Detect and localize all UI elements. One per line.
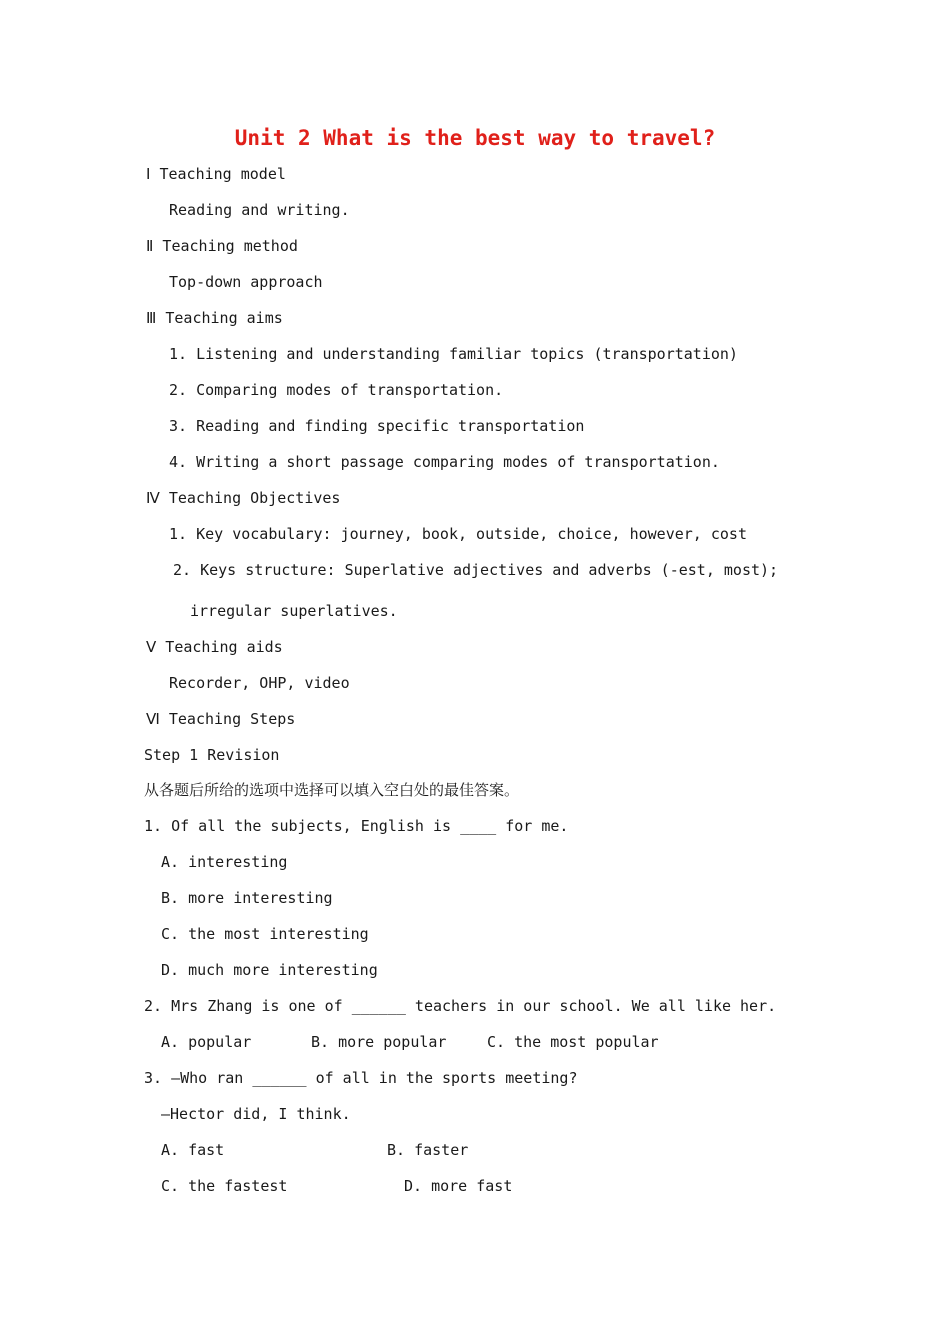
question-1-option: B. more interesting [161,889,333,907]
section-3-heading: Ⅲ Teaching aims [146,309,283,327]
exercise-instruction: 从各题后所给的选项中选择可以填入空白处的最佳答案。 [144,781,520,799]
question-1-option: A. interesting [161,853,288,871]
question-2-option: A. popular [161,1033,252,1051]
question-2-option: C. the most popular [487,1033,659,1051]
section-5-body: Recorder, OHP, video [169,674,350,692]
step-1-heading: Step 1 Revision [144,746,280,764]
section-1-heading: Ⅰ Teaching model [146,165,286,183]
section-1-body: Reading and writing. [169,201,350,219]
document-title: Unit 2 What is the best way to travel? [234,126,716,150]
objective-item-continuation: irregular superlatives. [190,602,398,620]
objective-item: 2. Keys structure: Superlative adjectives and adverbs (-est, most); [173,561,779,579]
section-5-heading: Ⅴ Teaching aids [146,638,283,656]
section-4-heading: Ⅳ Teaching Objectives [146,489,341,507]
question-3-stem: 3. —Who ran ______ of all in the sports meeting? [144,1069,578,1087]
section-6-heading: Ⅵ Teaching Steps [146,710,296,728]
question-2-stem: 2. Mrs Zhang is one of ______ teachers in our school. We all like her. [144,997,777,1015]
question-1-option: D. much more interesting [161,961,378,979]
question-3-reply: —Hector did, I think. [161,1105,351,1123]
aim-item: 1. Listening and understanding familiar topics (transportation) [169,345,738,363]
question-3-option: B. faster [387,1141,469,1159]
question-1-option: C. the most interesting [161,925,369,943]
aim-item: 4. Writing a short passage comparing modes of transportation. [169,453,720,471]
objective-item: 1. Key vocabulary: journey, book, outside, choice, however, cost [169,525,747,543]
question-2-option: B. more popular [311,1033,447,1051]
aim-item: 3. Reading and finding specific transportation [169,417,585,435]
section-2-heading: Ⅱ Teaching method [146,237,298,255]
question-3-option: C. the fastest [161,1177,288,1195]
aim-item: 2. Comparing modes of transportation. [169,381,504,399]
section-2-body: Top-down approach [169,273,323,291]
question-3-option: A. fast [161,1141,225,1159]
question-1-stem: 1. Of all the subjects, English is ____ for me. [144,817,569,835]
question-3-option: D. more fast [404,1177,513,1195]
